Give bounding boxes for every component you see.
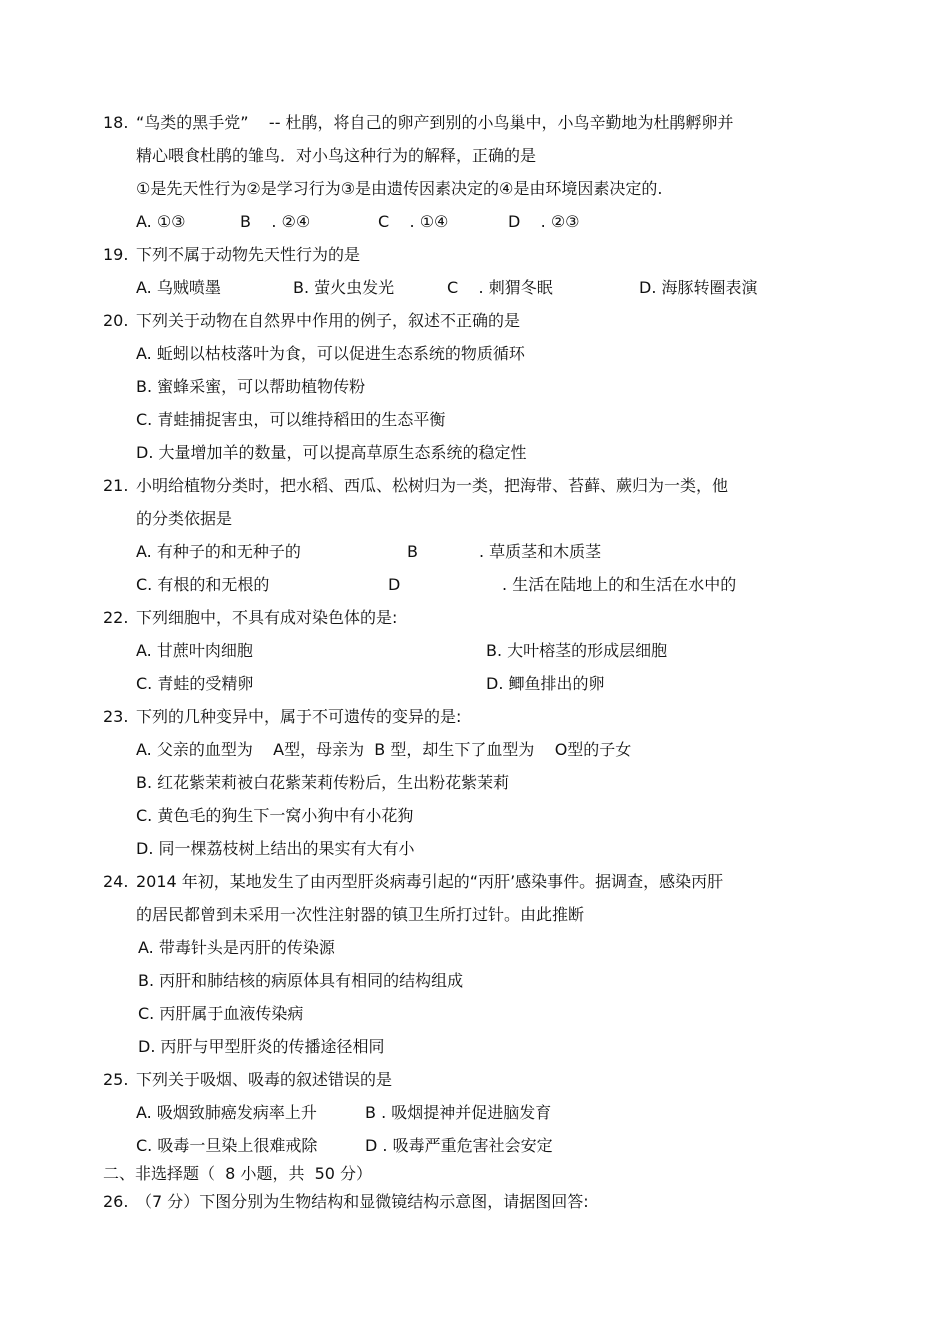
question-23-stem: 下列的几种变异中，属于不可遗传的变异的是: bbox=[136, 707, 462, 726]
question-24-stem-line-2: 的居民都曾到未采用一次性注射器的镇卫生所打过针。由此推断 bbox=[136, 905, 585, 924]
question-21-stem-line-1: 小明给植物分类时，把水稻、西瓜、松树归为一类，把海带、苔藓、蕨归为一类，他 bbox=[136, 476, 729, 495]
question-19-option-b: B. 萤火虫发光 bbox=[293, 278, 395, 297]
question-20-option-a: A. 蚯蚓以枯枝落叶为食，可以促进生态系统的物质循环 bbox=[136, 344, 525, 363]
question-number-22: 22. bbox=[103, 608, 129, 627]
question-25-option-d: D . 吸毒严重危害社会安定 bbox=[365, 1136, 553, 1155]
question-19-option-c: C . 刺猬冬眠 bbox=[447, 278, 553, 297]
question-number-21: 21. bbox=[103, 476, 129, 495]
question-18-option-b: B . ②④ bbox=[240, 212, 311, 231]
question-18-option-d: D . ②③ bbox=[508, 212, 580, 231]
question-number-23: 23. bbox=[103, 707, 129, 726]
question-18-stem-line-3: ①是先天性行为②是学习行为③是由遗传因素决定的④是由环境因素决定的. bbox=[136, 179, 663, 198]
question-20-stem: 下列关于动物在自然界中作用的例子，叙述不正确的是 bbox=[136, 311, 521, 330]
question-22-option-a: A. 甘蔗叶肉细胞 bbox=[136, 641, 253, 660]
question-22-stem: 下列细胞中，不具有成对染色体的是: bbox=[136, 608, 398, 627]
question-22-option-d: D. 鲫鱼排出的卵 bbox=[486, 674, 605, 693]
question-18-stem-line-1: “鸟类的黑手党” -- 杜鹃，将自己的卵产到别的小鸟巢中，小鸟辛勤地为杜鹃孵卵并 bbox=[136, 113, 734, 132]
question-23-option-b: B. 红花紫茉莉被白花紫茉莉传粉后，生出粉花紫茉莉 bbox=[136, 773, 510, 792]
question-23-option-a: A. 父亲的血型为 A型，母亲为 B 型，却生下了血型为 O型的子女 bbox=[136, 740, 632, 759]
question-20-option-c: C. 青蛙捕捉害虫，可以维持稻田的生态平衡 bbox=[136, 410, 446, 429]
question-26-stem: （7 分）下图分别为生物结构和显微镜结构示意图，请据图回答: bbox=[136, 1192, 589, 1211]
question-24-stem-line-1: 2014 年初，某地发生了由丙型肝炎病毒引起的“丙肝’感染事件。据调查，感染丙肝 bbox=[136, 872, 724, 891]
question-18-option-a: A. ①③ bbox=[136, 212, 186, 231]
question-18-stem-line-2: 精心喂食杜鹃的雏鸟．对小鸟这种行为的解释，正确的是 bbox=[136, 146, 537, 165]
question-20-option-d: D. 大量增加羊的数量，可以提高草原生态系统的稳定性 bbox=[136, 443, 527, 462]
question-number-24: 24. bbox=[103, 872, 129, 891]
question-19-stem: 下列不属于动物先天性行为的是 bbox=[136, 245, 361, 264]
question-19-option-a: A. 乌贼喷墨 bbox=[136, 278, 221, 297]
question-24-option-a: A. 带毒针头是丙肝的传染源 bbox=[138, 938, 335, 957]
question-21-option-d: D . 生活在陆地上的和生活在水中的 bbox=[388, 575, 737, 594]
question-number-18: 18. bbox=[103, 113, 129, 132]
question-25-option-a: A. 吸烟致肺癌发病率上升 bbox=[136, 1103, 317, 1122]
question-21-option-a: A. 有种子的和无种子的 bbox=[136, 542, 301, 561]
question-21-stem-line-2: 的分类依据是 bbox=[136, 509, 233, 528]
section-2-heading: 二、非选择题（ 8 小题，共 50 分） bbox=[103, 1164, 373, 1183]
question-22-option-c: C. 青蛙的受精卵 bbox=[136, 674, 254, 693]
question-22-option-b: B. 大叶榕茎的形成层细胞 bbox=[486, 641, 668, 660]
question-19-option-d: D. 海豚转圈表演 bbox=[639, 278, 758, 297]
question-21-option-b: B . 草质茎和木质茎 bbox=[407, 542, 602, 561]
question-21-option-c: C. 有根的和无根的 bbox=[136, 575, 270, 594]
question-number-25: 25. bbox=[103, 1070, 129, 1089]
question-24-option-d: D. 丙肝与甲型肝炎的传播途径相同 bbox=[138, 1037, 385, 1056]
question-25-option-c: C. 吸毒一旦染上很难戒除 bbox=[136, 1136, 318, 1155]
question-25-option-b: B . 吸烟提神并促进脑发育 bbox=[365, 1103, 552, 1122]
question-24-option-b: B. 丙肝和肺结核的病原体具有相同的结构组成 bbox=[138, 971, 464, 990]
question-number-26: 26. bbox=[103, 1192, 129, 1211]
question-25-stem: 下列关于吸烟、吸毒的叙述错误的是 bbox=[136, 1070, 393, 1089]
question-number-19: 19. bbox=[103, 245, 129, 264]
question-20-option-b: B. 蜜蜂采蜜，可以帮助植物传粉 bbox=[136, 377, 366, 396]
question-24-option-c: C. 丙肝属于血液传染病 bbox=[138, 1004, 304, 1023]
question-18-option-c: C . ①④ bbox=[378, 212, 449, 231]
question-23-option-d: D. 同一棵荔枝树上结出的果实有大有小 bbox=[136, 839, 415, 858]
question-number-20: 20. bbox=[103, 311, 129, 330]
question-23-option-c: C. 黄色毛的狗生下一窝小狗中有小花狗 bbox=[136, 806, 414, 825]
